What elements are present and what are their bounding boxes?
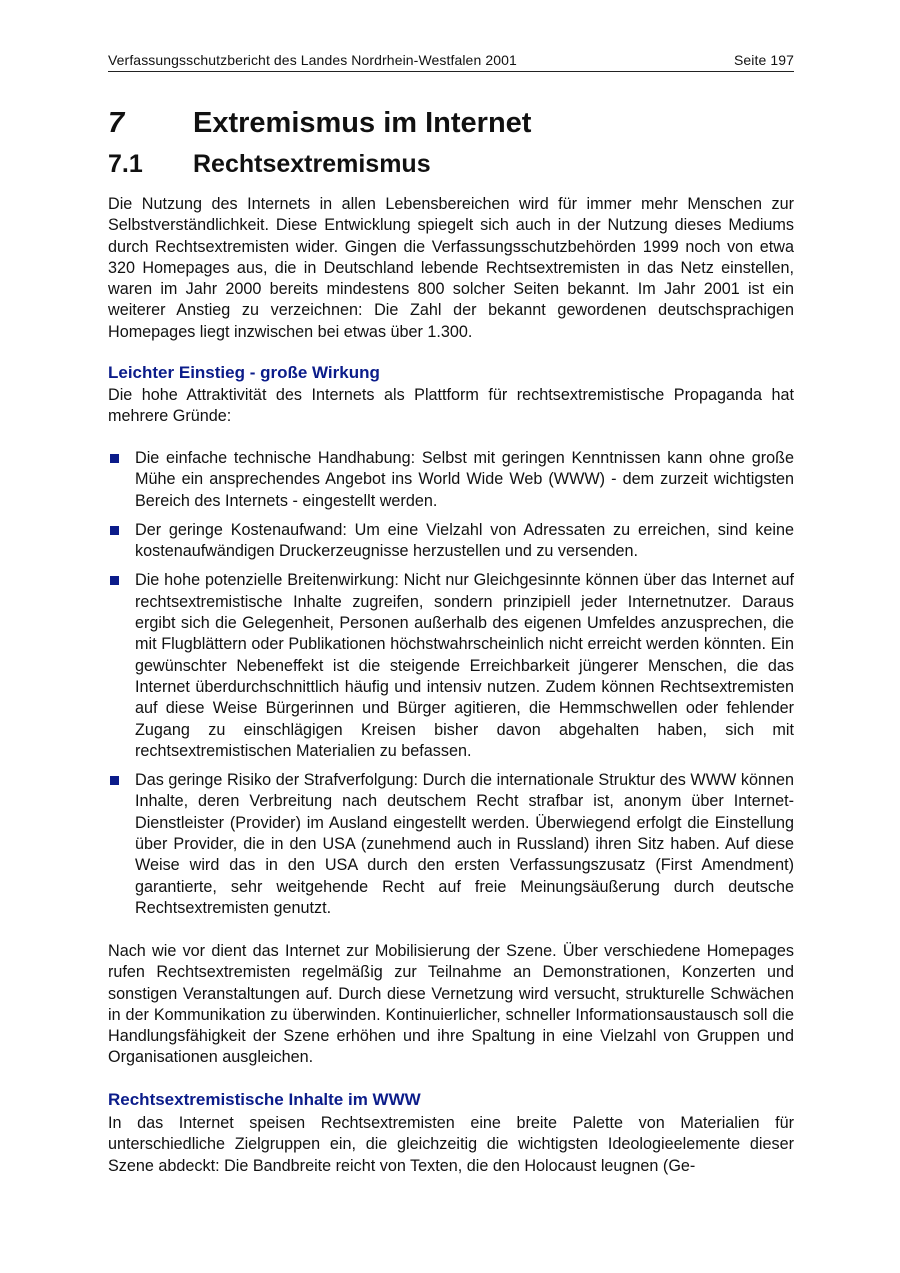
bullet-square-icon xyxy=(110,776,119,785)
header-title: Verfassungsschutzbericht des Landes Nordrhein-Westfalen 2001 xyxy=(108,52,517,68)
chapter-number: 7 xyxy=(108,107,125,139)
list-item xyxy=(108,520,794,563)
list-item-text: Die einfache technische Handhabung: Selbst mit geringen Kenntnissen kann ohne große Mühe ein ansprechendes Angebot ins World Wide Web (WWW) - dem zurzeit wichtigsten Bereich des Internets - eingestellt werden. xyxy=(135,449,794,510)
bullet-list xyxy=(108,448,794,927)
bullet-square-icon xyxy=(110,576,119,585)
list-item xyxy=(108,570,794,762)
paragraph-intro: Die Nutzung des Internets in allen Lebensbereichen wird für immer mehr Menschen zur Selbstverständlichkeit. Diese Entwicklung spiegelt sich auch in der Nutzung dieses Mediums durch Rechtsextremisten wider. Gingen die Verfassungsschutzbehörden 1999 noch von etwa 320 Homepages aus, die in Deutschland lebende Rechtsextremisten in das Netz einstellen, waren im Jahr 2000 bereits mindestens 800 solcher Seiten bekannt. Im Jahr 2001 ist ein weiterer Anstieg zu verzeichnen: Die Zahl der bekannt gewordenen deutschsprachigen Homepages liegt inzwischen bei etwas über 1.300. xyxy=(108,195,794,341)
subheading-inhalte-im-www: Rechtsextremistische Inhalte im WWW xyxy=(108,1090,421,1109)
bullet-square-icon xyxy=(110,526,119,535)
chapter-title: Extremismus im Internet xyxy=(193,107,532,139)
list-item-text: Das geringe Risiko der Strafverfolgung: Durch die internationale Struktur des WWW können Inhalte, deren Verbreitung nach deutschem Recht strafbar ist, anonym über Internet-Dienstleister (Provider) im Ausland eingestellt werden. Überwiegend erfolgt die Einstellung über Provider, die in den USA (zunehmend auch in Russland) ihren Sitz haben. Auf diese Weise wird das in den USA durch den ersten Verfassungszusatz (First Amendment) garantierte, sehr weitgehende Recht auf freie Meinungsäußerung durch deutsche Rechtsextremisten genutzt. xyxy=(135,771,794,917)
paragraph-reasons-intro: Die hohe Attraktivität des Internets als Plattform für rechtsextremistische Propaganda hat mehrere Gründe: xyxy=(108,386,794,426)
section-number: 7.1 xyxy=(108,150,143,178)
page-number: Seite 197 xyxy=(733,52,794,68)
section-title: Rechtsextremismus xyxy=(193,150,431,178)
list-item xyxy=(108,770,794,919)
running-header xyxy=(108,52,794,72)
paragraph-mobilisierung: Nach wie vor dient das Internet zur Mobilisierung der Szene. Über verschiedene Homepages rufen Rechtsextremisten regelmäßig zur Teilnahme an Demonstrationen, Konzerten und sonstigen Veranstaltungen auf. Durch diese Vernetzung wird versucht, strukturelle Schwächen in der Kommunikation zu überwinden. Kontinuierlicher, schneller Informationsaustausch soll die Handlungsfähigkeit der Szene erhöhen und ihre Spaltung in eine Vielzahl von Gruppen und Organisationen ausgleichen. xyxy=(108,942,794,1067)
list-item-text: Der geringe Kostenaufwand: Um eine Vielzahl von Adressaten zu erreichen, sind keine kostenaufwändigen Druckerzeugnisse herzustellen und zu versenden. xyxy=(135,520,794,561)
list-item xyxy=(108,448,794,512)
subheading-leichter-einstieg: Leichter Einstieg - große Wirkung xyxy=(108,363,380,382)
paragraph-inhalte: In das Internet speisen Rechtsextremisten eine breite Palette von Materialien für unterschiedliche Zielgruppen ein, die gleichzeitig die wichtigsten Ideologieelemente dieser Szene abdeckt: Die Bandbreite reicht von Texten, die den Holocaust leugnen (Ge- xyxy=(108,1114,794,1175)
bullet-square-icon xyxy=(110,454,119,463)
list-item-text: Die hohe potenzielle Breitenwirkung: Nicht nur Gleichgesinnte können über das Internet auf rechtsextremistische Inhalte zugreifen, sondern prinzipiell jeder Internetnutzer. Daraus ergibt sich die Gelegenheit, Personen außerhalb des eigenen Umfeldes anzusprechen, die mit Flugblättern oder Publikationen höchstwahrscheinlich nicht erreicht werden könnten. Ein gewünschter Nebeneffekt ist die steigende Erreichbarkeit jüngerer Menschen, die das Internet überdurchschnittlich häufig und intensiv nutzen. Zudem können Rechtsextremisten auf diese Weise Bürgerinnen und Bürger agitieren, die Hemmschwellen oder fehlender Zugang zu einschlägigen Kreisen bisher davon abgehalten haben, sich mit rechtsextremistischen Materialien zu befassen. xyxy=(135,571,794,760)
